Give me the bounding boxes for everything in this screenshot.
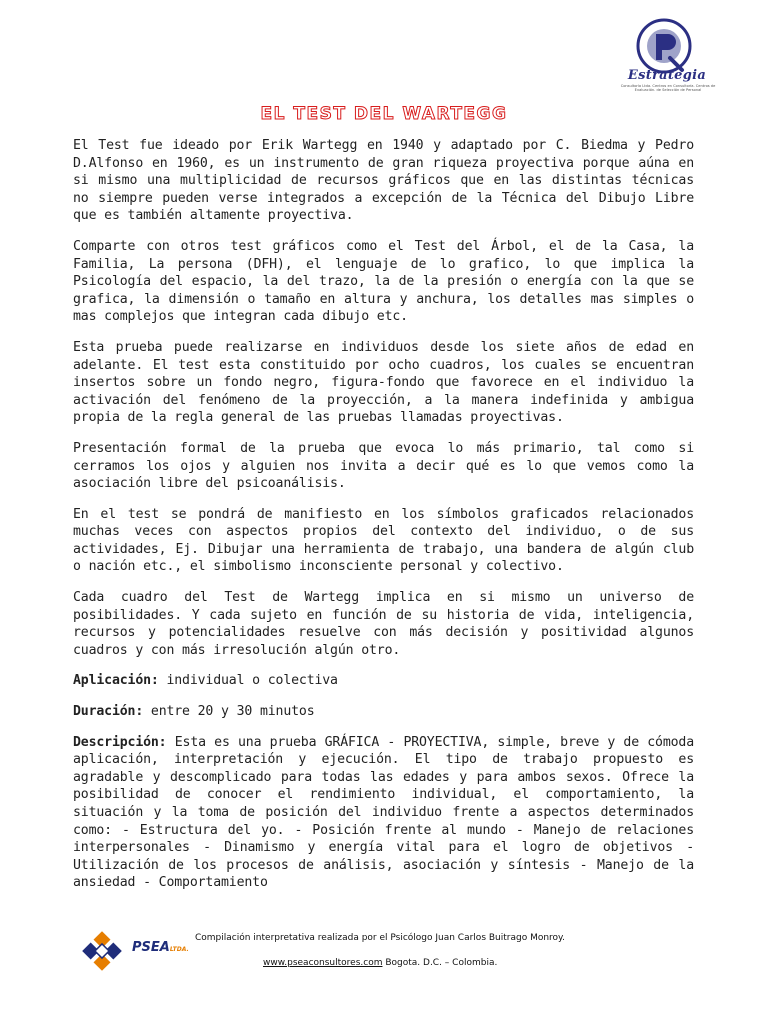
psea-emblem-icon: [74, 928, 130, 974]
estrategia-logo: [612, 14, 722, 106]
psea-brand-text: [132, 940, 189, 955]
descripcion-paragraph: [73, 734, 694, 892]
duracion-line: [73, 703, 694, 721]
document-title: EL TEST DEL WARTEGG: [260, 104, 508, 124]
aplicacion-value: individual o colectiva: [158, 673, 338, 689]
duracion-label: Duración:: [73, 704, 144, 720]
paragraph-4: Presentación formal de la prueba que evoca lo más primario, tal como si cerramos los ojos y alguien nos invita a decir qué es lo que vemos como la asociación libre del psicoanálisis.: [73, 440, 694, 492]
document-body: [73, 137, 694, 905]
descripcion-label: Descripción:: [73, 734, 167, 750]
paragraph-6: Cada cuadro del Test de Wartegg implica en si mismo un universo de posibilidades. Y cada sujeto en función de su historia de vida, inteligencia, recursos y potencialidades resuelve con más decisión y positividad algunos cuadros y con más irresolución algún otro.: [73, 590, 694, 658]
logo-tagline: Consultoría Ltda. Centros en Consultoría. Centros de Evaluación. de Selección de Personal: [620, 84, 716, 93]
website-link[interactable]: www.pseaconsultores.com: [263, 958, 383, 968]
footer-credit-line: Compilación interpretativa realizada por el Psicólogo Juan Carlos Buitrago Monroy.: [195, 933, 565, 943]
paragraph-1: El Test fue ideado por Erik Wartegg en 1940 y adaptado por C. Biedma y Pedro D.Alfonso en 1960, es un instrumento de gran riqueza proyectiva porque aúna en si mismo una multiplicidad de recursos gráficos que en las distintas técnicas no siempre pueden verse integrados a excepción de la Técnica del Dibujo Libre que es también altamente proyectiva.: [73, 138, 694, 224]
footer-location: Bogota. D.C. – Colombia.: [382, 958, 498, 968]
paragraph-2: Comparte con otros test gráficos como el Test del Árbol, el de la Casa, la Familia, La persona (DFH), el lenguaje de lo grafico, lo que implica la Psicología del espacio, la del trazo, la de la presión o energía con la que se grafica, la dimensión o tamaño en altura y anchura, los detalles mas simples o mas complejos que integran cada dibujo etc.: [73, 238, 694, 325]
logo-brand-text: Estrategia: [627, 68, 707, 83]
paragraph-3: Esta prueba puede realizarse en individuos desde los siete años de edad en adelante. El test esta constituido por ocho cuadros, los cuales se encuentran insertos sobre un fondo negro, figura-fondo que favorece en el individuo la activación del fenómeno de la proyección, a la manera indefinida y ambigua propia de la regla general de las pruebas llamadas proyectivas.: [73, 339, 694, 426]
duracion-value: entre 20 y 30 minutos: [143, 704, 315, 720]
descripcion-value: Esta es una prueba GRÁFICA - PROYECTIVA, simple, breve y de cómoda aplicación, interpretación y ejecución. El tipo de trabajo propuesto es agradable y descomplicado para todas las edades y para ambos sexos. Ofrece la posibilidad de conocer el rendimiento individual, el comportamiento, la situación y la toma de posición del individuo frente a aspectos determinados como: - Estructura del yo. - Posición frente al mundo - Manejo de relaciones interpersonales - Dinamismo y energía vital para el logro de objetivos - Utilización de los procesos de análisis, asociación y síntesis - Manejo de la ansiedad - Comportamiento: [73, 734, 694, 891]
aplicacion-line: [73, 672, 694, 690]
psea-logo: [74, 928, 194, 974]
psea-brand-name: PSEA: [132, 940, 170, 955]
footer-contact-line: [263, 958, 497, 968]
paragraph-5: En el test se pondrá de manifiesto en los símbolos graficados relacionados muchas veces con aspectos propios del contexto del individuo, o de sus actividades, Ej. Dibujar una herramienta de trabajo, una bandera de algún club o nación etc., el simbolismo inconsciente personal y colectivo.: [73, 506, 694, 575]
psea-brand-suffix: LTDA.: [169, 946, 189, 953]
aplicacion-label: Aplicación:: [73, 673, 159, 689]
